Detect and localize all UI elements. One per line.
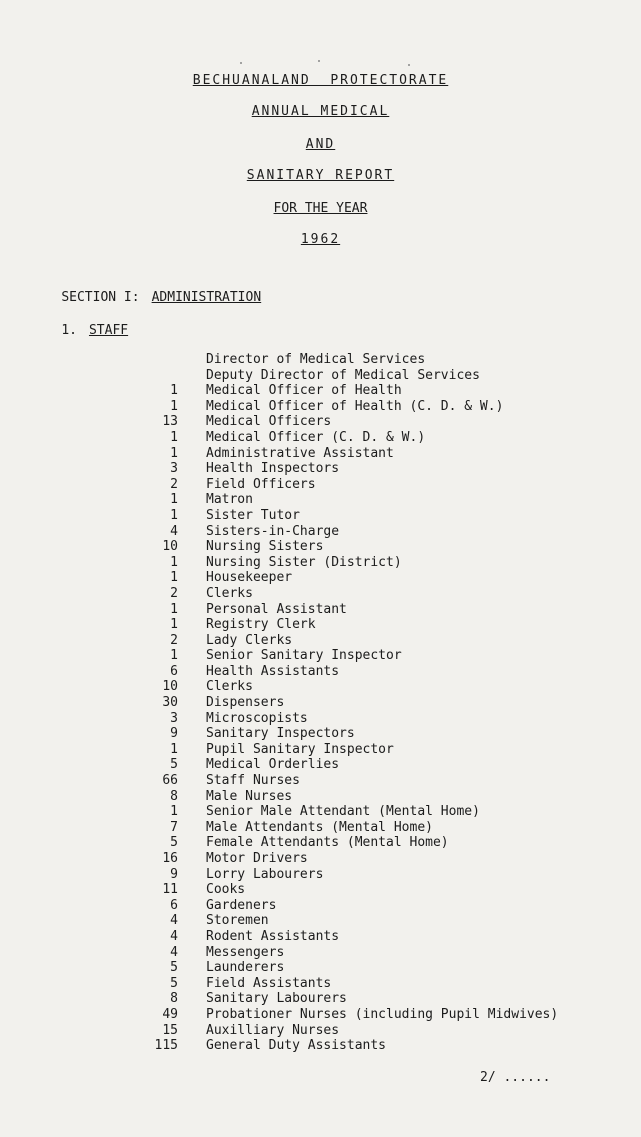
staff-role: Motor Drivers (206, 851, 308, 866)
report-title-line-2: ANNUAL MEDICAL (251, 104, 390, 119)
staff-role: Administrative Assistant (206, 445, 394, 461)
staff-count: 1 (170, 429, 178, 445)
staff-role: Gardeners (206, 897, 277, 913)
subsection-heading (30, 308, 128, 353)
staff-role: Medical Orderlies (206, 757, 340, 773)
staff-count: 5 (170, 975, 178, 991)
paper-speck (318, 60, 320, 62)
staff-row (130, 960, 630, 976)
staff-row (130, 446, 630, 462)
staff-row (130, 602, 630, 618)
staff-count: 5 (170, 757, 178, 773)
staff-role: Male Nurses (206, 788, 293, 804)
staff-row (130, 820, 630, 836)
staff-role: Storemen (206, 913, 269, 929)
staff-row (130, 882, 630, 898)
staff-count: 9 (170, 866, 178, 882)
staff-role: Sanitary Labourers (206, 991, 347, 1007)
staff-row (130, 789, 630, 805)
staff-role: General Duty Assistants (206, 1038, 387, 1054)
staff-row (130, 524, 630, 540)
staff-role: Health Assistants (206, 663, 340, 679)
staff-count: 8 (170, 991, 178, 1007)
staff-row (130, 555, 630, 571)
staff-count: 4 (170, 928, 178, 944)
staff-count: 1 (170, 648, 178, 664)
staff-role: Medical Officer (C. D. & W.) (206, 429, 426, 445)
staff-count: 3 (170, 461, 178, 477)
staff-row (130, 492, 630, 508)
staff-row (130, 726, 630, 742)
staff-role: Medical Officers (206, 414, 332, 430)
staff-count: 1 (170, 445, 178, 461)
staff-count (130, 352, 206, 368)
staff-role: Nursing Sisters (206, 539, 324, 555)
staff-row (130, 508, 630, 524)
staff-row (130, 773, 630, 789)
staff-role: Sanitary Inspectors (206, 726, 355, 742)
staff-role: Clerks (206, 585, 253, 601)
staff-count: 10 (162, 679, 178, 695)
staff-role: Field Officers (206, 476, 316, 492)
staff-row (130, 679, 630, 695)
staff-row (130, 929, 630, 945)
staff-role: Dispensers (206, 695, 285, 711)
staff-role: Sister Tutor (206, 507, 300, 523)
staff-row (130, 695, 630, 711)
staff-count: 7 (170, 819, 178, 835)
staff-role: Matron (206, 492, 253, 508)
staff-role: Staff Nurses (206, 773, 300, 789)
staff-count: 1 (170, 383, 178, 399)
staff-count: 6 (170, 897, 178, 913)
staff-role: Auxilliary Nurses (206, 1022, 340, 1038)
staff-row (130, 976, 630, 992)
report-title-line-5: FOR THE YEAR (273, 201, 368, 216)
staff-count: 1 (170, 601, 178, 617)
staff-row (130, 991, 630, 1007)
staff-count: 30 (162, 695, 178, 711)
staff-count: 15 (162, 1022, 178, 1038)
staff-count: 2 (170, 476, 178, 492)
staff-row (130, 804, 630, 820)
staff-role: Launderers (206, 960, 285, 976)
subsection-title: STAFF (88, 323, 129, 338)
staff-role: Probationer Nurses (including Pupil Midwives) (206, 1006, 559, 1022)
section-label: SECTION I: (61, 290, 140, 305)
staff-count: 13 (162, 414, 178, 430)
staff-row (130, 352, 630, 368)
staff-role: Senior Sanitary Inspector (206, 648, 402, 664)
subsection-number: 1. (61, 323, 77, 338)
staff-role: Pupil Sanitary Inspector (206, 741, 394, 757)
staff-row (130, 711, 630, 727)
paper-speck (240, 62, 242, 64)
staff-count: 5 (170, 960, 178, 976)
staff-count: 49 (162, 1006, 178, 1022)
staff-row (130, 617, 630, 633)
staff-row (130, 368, 630, 384)
staff-role: Microscopists (206, 710, 308, 726)
staff-count: 6 (170, 663, 178, 679)
staff-count: 9 (170, 726, 178, 742)
staff-role: Director of Medical Services (206, 352, 426, 367)
staff-role: Personal Assistant (206, 601, 347, 617)
paper-speck (408, 64, 410, 66)
staff-role: Cooks (206, 882, 246, 898)
staff-row (130, 383, 630, 399)
report-year: 1962 (300, 232, 341, 247)
staff-row (130, 586, 630, 602)
staff-row (130, 757, 630, 773)
staff-role: Female Attendants (Mental Home) (206, 835, 449, 851)
staff-row (130, 851, 630, 867)
staff-row (130, 867, 630, 883)
staff-row (130, 414, 630, 430)
staff-count: 1 (170, 617, 178, 633)
staff-role: Nursing Sister (District) (206, 554, 402, 570)
staff-count: 5 (170, 835, 178, 851)
staff-role: Field Assistants (206, 975, 332, 991)
report-title-line-3: AND (305, 137, 336, 152)
staff-role: Housekeeper (206, 570, 293, 586)
staff-count: 10 (162, 539, 178, 555)
staff-role: Health Inspectors (206, 461, 340, 477)
staff-row (130, 913, 630, 929)
staff-role: Sisters-in-Charge (206, 523, 340, 539)
staff-count: 11 (162, 882, 178, 898)
page-continuation: 2/ ...... (480, 1070, 551, 1085)
staff-row (130, 539, 630, 555)
staff-row (130, 633, 630, 649)
staff-role: Medical Officer of Health (C. D. & W.) (206, 398, 504, 414)
staff-count: 1 (170, 492, 178, 508)
staff-role: Rodent Assistants (206, 928, 340, 944)
staff-count: 1 (170, 741, 178, 757)
staff-role: Male Attendants (Mental Home) (206, 819, 433, 835)
staff-role: Lady Clerks (206, 632, 293, 648)
staff-count: 1 (170, 804, 178, 820)
staff-count: 66 (162, 773, 178, 789)
staff-row (130, 648, 630, 664)
staff-count: 8 (170, 788, 178, 804)
staff-count: 3 (170, 710, 178, 726)
staff-row (130, 1038, 630, 1054)
staff-role: Lorry Labourers (206, 866, 324, 882)
staff-row (130, 742, 630, 758)
staff-role: Registry Clerk (206, 617, 316, 633)
staff-row (130, 1007, 630, 1023)
staff-count: 115 (154, 1038, 178, 1054)
staff-role: Senior Male Attendant (Mental Home) (206, 804, 480, 820)
staff-row (130, 399, 630, 415)
staff-count: 1 (170, 554, 178, 570)
staff-count: 4 (170, 913, 178, 929)
staff-role: Medical Officer of Health (206, 383, 402, 399)
staff-row (130, 461, 630, 477)
staff-row (130, 477, 630, 493)
staff-count: 2 (170, 585, 178, 601)
staff-count (130, 368, 206, 384)
staff-count: 4 (170, 523, 178, 539)
staff-count: 16 (162, 851, 178, 866)
staff-row (130, 430, 630, 446)
staff-count: 1 (170, 507, 178, 523)
staff-role: Deputy Director of Medical Services (206, 367, 480, 383)
staff-role: Messengers (206, 944, 285, 960)
section-title: ADMINISTRATION (151, 290, 262, 305)
staff-count: 1 (170, 570, 178, 586)
staff-row (130, 835, 630, 851)
staff-role: Clerks (206, 679, 253, 695)
staff-row (130, 1023, 630, 1039)
report-title-line-4: SANITARY REPORT (246, 168, 395, 183)
staff-row (130, 570, 630, 586)
staff-list (130, 352, 630, 1054)
staff-count: 2 (170, 632, 178, 648)
staff-row (130, 898, 630, 914)
staff-row (130, 664, 630, 680)
staff-count: 1 (170, 398, 178, 414)
staff-count: 4 (170, 944, 178, 960)
report-title-line-1: BECHUANALAND PROTECTORATE (192, 73, 449, 88)
staff-row (130, 945, 630, 961)
